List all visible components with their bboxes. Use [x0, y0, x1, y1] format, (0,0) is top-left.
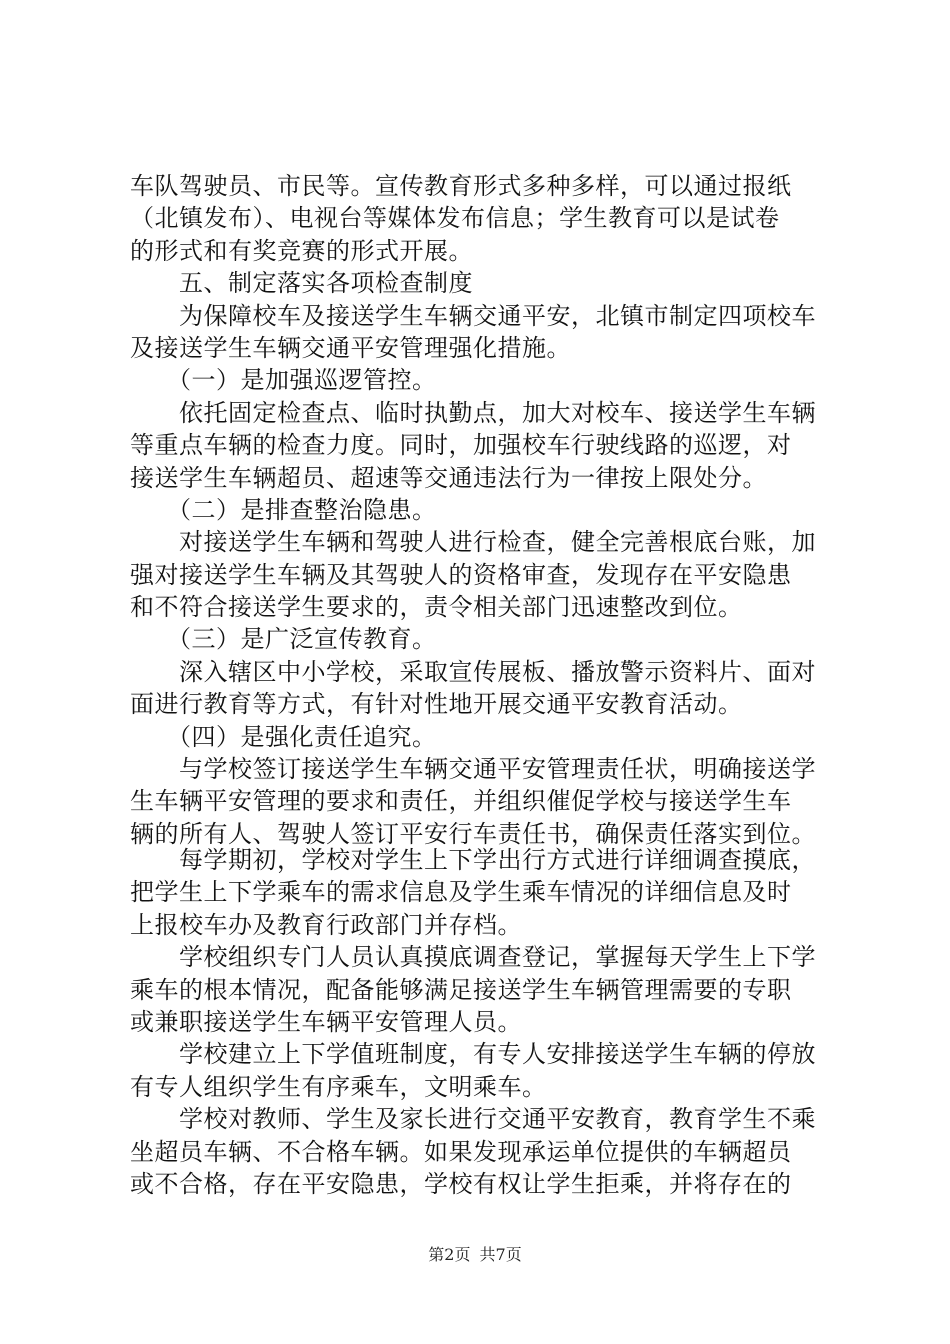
text-line: 强对接送学生车辆及其驾驶人的资格审查，发现存在平安隐患 — [130, 560, 792, 589]
text-line: 坐超员车辆、不合格车辆。如果发现承运单位提供的车辆超员 — [130, 1137, 792, 1166]
body-text-block-2 — [130, 844, 830, 1200]
text-line: 深入辖区中小学校，采取宣传展板、播放警示资料片、面对 — [130, 657, 816, 686]
text-line: 和不符合接送学生要求的，责令相关部门迅速整改到位。 — [130, 593, 743, 622]
text-line: 为保障校车及接送学生车辆交通平安，北镇市制定四项校车 — [130, 301, 816, 330]
body-text-block-1 — [130, 170, 830, 850]
subsection-heading: （三）是广泛宣传教育。 — [130, 625, 437, 654]
text-line: 有专人组织学生有序乘车，文明乘车。 — [130, 1072, 547, 1101]
text-line: 学校组织专门人员认真摸底调查登记，掌握每天学生上下学 — [130, 943, 816, 972]
text-line: 依托固定检查点、临时执勤点，加大对校车、接送学生车辆 — [130, 398, 816, 427]
page-number: 第2页 — [428, 1245, 471, 1264]
subsection-heading: （一）是加强巡逻管控。 — [130, 366, 437, 395]
section-heading: 五、制定落实各项检查制度 — [130, 269, 473, 298]
text-line: 乘车的根本情况，配备能够满足接送学生车辆管理需要的专职 — [130, 975, 792, 1004]
text-line: 及接送学生车辆交通平安管理强化措施。 — [130, 333, 571, 362]
text-line: 面进行教育等方式，有针对性地开展交通平安教育活动。 — [130, 690, 743, 719]
text-line: 上报校车办及教育行政部门并存档。 — [130, 910, 522, 939]
text-line: 对接送学生车辆和驾驶人进行检查，健全完善根底台账，加 — [130, 528, 816, 557]
page-footer — [0, 1242, 950, 1265]
text-line: 辆的所有人、驾驶人签订平安行车责任书，确保责任落实到位。 — [130, 819, 816, 848]
text-line: 学校对教师、学生及家长进行交通平安教育，教育学生不乘 — [130, 1105, 816, 1134]
subsection-heading: （二）是排查整治隐患。 — [130, 495, 437, 524]
text-line: 接送学生车辆超员、超速等交通违法行为一律按上限处分。 — [130, 463, 767, 492]
text-line: 与学校签订接送学生车辆交通平安管理责任状，明确接送学 — [130, 755, 816, 784]
text-line: 把学生上下学乘车的需求信息及学生乘车情况的详细信息及时 — [130, 878, 792, 907]
page-total: 共7页 — [479, 1245, 522, 1264]
text-line: 或兼职接送学生车辆平安管理人员。 — [130, 1007, 522, 1036]
text-line: 车队驾驶员、市民等。宣传教育形式多种多样，可以通过报纸 — [130, 172, 792, 200]
text-line: （北镇发布）、电视台等媒体发布信息；学生教育可以是试卷 — [130, 204, 780, 233]
subsection-heading: （四）是强化责任追究。 — [130, 722, 437, 751]
text-line: 的形式和有奖竞赛的形式开展。 — [130, 236, 473, 265]
text-line: 每学期初，学校对学生上下学出行方式进行详细调查摸底， — [130, 846, 816, 874]
text-line: 等重点车辆的检查力度。同时，加强校车行驶线路的巡逻，对 — [130, 431, 792, 460]
text-line: 学校建立上下学值班制度，有专人安排接送学生车辆的停放 — [130, 1040, 816, 1069]
text-line: 或不合格，存在平安隐患，学校有权让学生拒乘，并将存在的 — [130, 1169, 792, 1198]
text-line: 生车辆平安管理的要求和责任，并组织催促学校与接送学生车 — [130, 787, 792, 816]
